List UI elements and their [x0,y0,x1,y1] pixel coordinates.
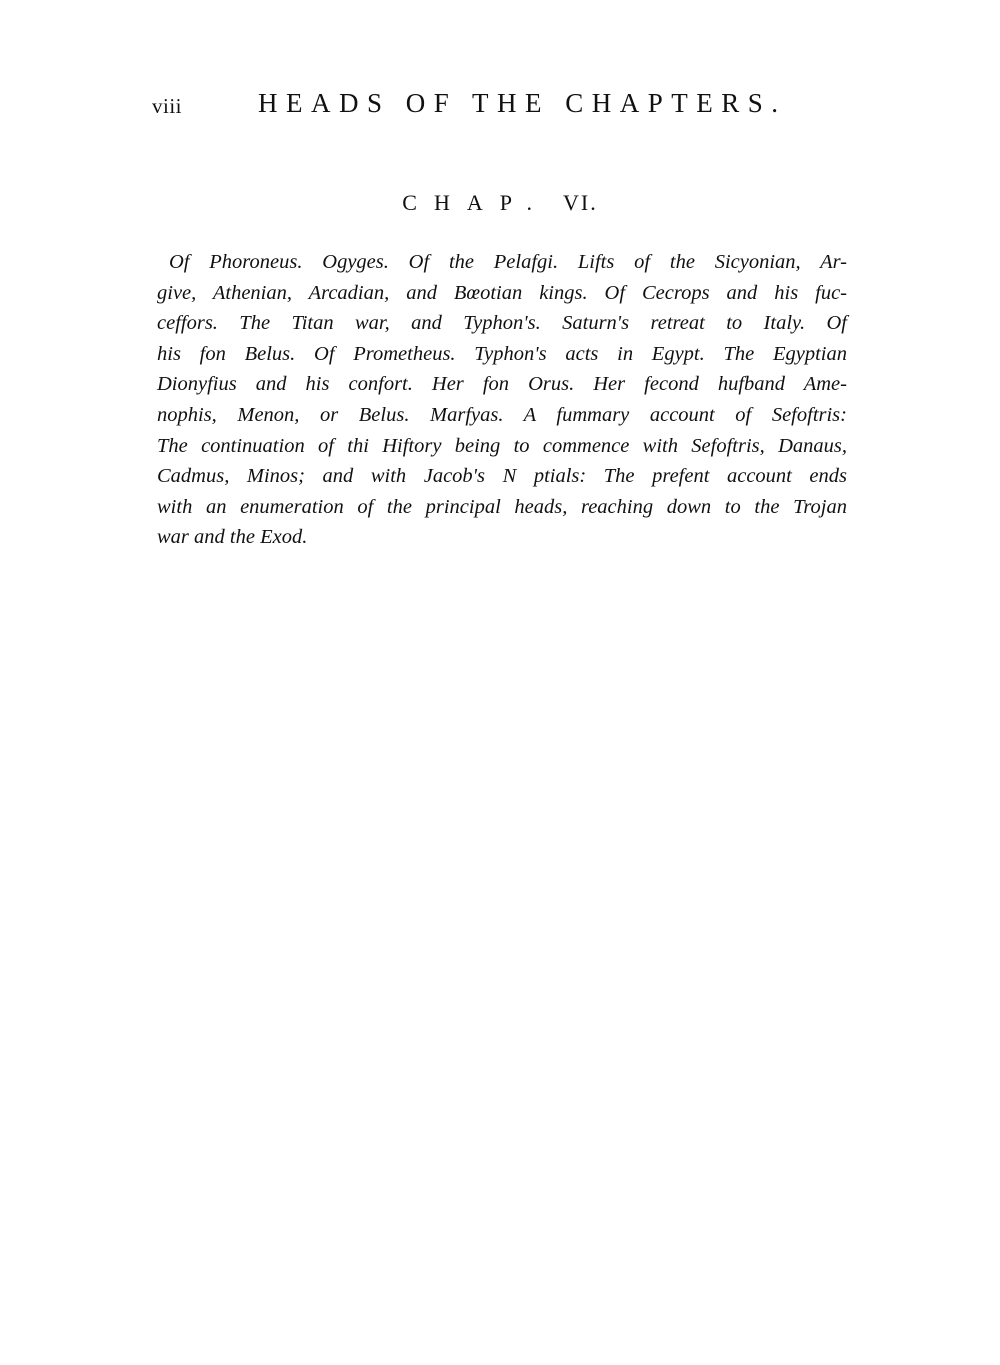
chapter-label: CHAP. [402,190,550,215]
running-head [150,88,787,124]
summary-line: Dionyfius and his confort. Her fon Orus. Her fecond hufband Ame- [157,373,847,396]
chapter-heading [0,190,1000,216]
summary-line: war and the Exod. [157,526,308,549]
page-number: viii [152,94,183,118]
summary-line: Cadmus, Minos; and with Jacob's N ptials: The prefent account ends [157,465,847,488]
summary-line: The continuation of thi Hiftory being to commence with Sefoftris, Danaus, [157,434,847,457]
summary-line: ceffors. The Titan war, and Typhon's. Saturn's retreat to Italy. Of [157,312,847,335]
summary-line: give, Athenian, Arcadian, and Bœotian kings. Of Cecrops and his fuc- [157,281,847,304]
chapter-number: VI. [563,190,598,215]
summary-line: nophis, Menon, or Belus. Marfyas. A fummary account of Sefoftris: [157,403,847,426]
running-title: HEADS OF THE CHAPTERS. [258,88,787,118]
summary-line: Of Phoroneus. Ogyges. Of the Pelafgi. Lifts of the Sicyonian, Ar- [169,251,847,273]
chapter-summary [157,247,847,553]
summary-line: his fon Belus. Of Prometheus. Typhon's acts in Egypt. The Egyptian [157,342,847,365]
summary-line: with an enumeration of the principal heads, reaching down to the Trojan [157,495,847,518]
